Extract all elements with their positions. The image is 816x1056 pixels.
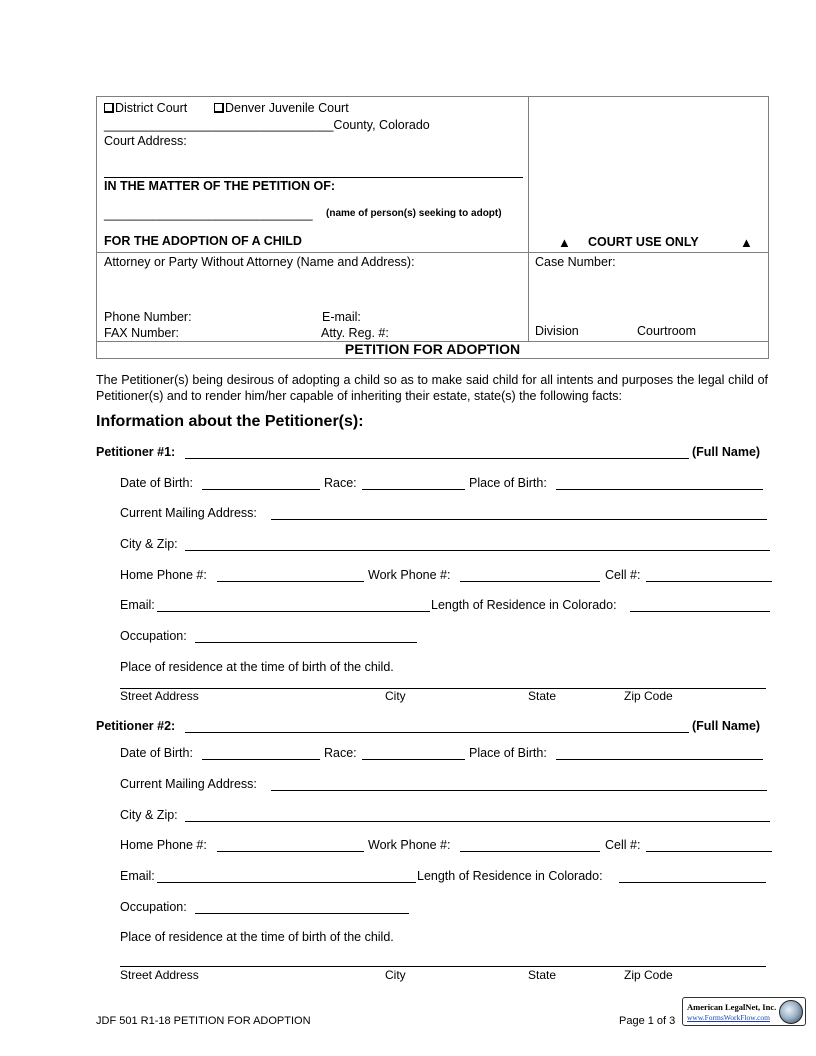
- full-name-hint: (Full Name): [692, 445, 761, 459]
- court-use-only-label: COURT USE ONLY: [588, 235, 699, 249]
- residence-length-field[interactable]: [619, 882, 766, 883]
- zip-label: Zip Code: [624, 689, 673, 703]
- cell-field[interactable]: [646, 851, 772, 852]
- city-zip-field[interactable]: [185, 821, 770, 822]
- triangle-up-icon: ▲: [740, 235, 753, 250]
- petitioner-label: Petitioner #1:: [96, 445, 176, 459]
- full-name-field[interactable]: [185, 732, 689, 733]
- city-zip-label: City & Zip:: [120, 537, 178, 551]
- place-of-birth-field[interactable]: [556, 489, 763, 490]
- section-heading: Information about the Petitioner(s):: [96, 413, 364, 430]
- city-label: City: [385, 968, 406, 982]
- home-phone-label: Home Phone #:: [120, 568, 207, 582]
- email-label: Email:: [120, 598, 155, 612]
- full-name-hint: (Full Name): [692, 719, 761, 733]
- state-label: State: [528, 968, 557, 982]
- zip-label: Zip Code: [624, 968, 673, 982]
- dob-field[interactable]: [202, 759, 320, 760]
- race-field[interactable]: [362, 759, 465, 760]
- email-field[interactable]: [157, 882, 416, 883]
- place-of-birth-field[interactable]: [556, 759, 763, 760]
- dob-field[interactable]: [202, 489, 320, 490]
- adoption-heading: FOR THE ADOPTION OF A CHILD: [104, 234, 302, 248]
- name-hint: (name of person(s) seeking to adopt): [326, 208, 502, 219]
- atty-reg-label: Atty. Reg. #:: [321, 326, 389, 340]
- matter-heading: IN THE MATTER OF THE PETITION OF:: [104, 179, 336, 193]
- cell-label: Cell #:: [605, 838, 641, 852]
- work-phone-label: Work Phone #:: [368, 838, 451, 852]
- intro-paragraph: The Petitioner(s) being desirous of adopting a child so as to make said child for all intents and purposes the legal child of Petitioner(s) and to render him/her capable of inheriting their estate, state(s) the following facts:: [96, 373, 768, 403]
- city-zip-label: City & Zip:: [120, 808, 178, 822]
- page-number: Page 1 of 3: [619, 1015, 676, 1027]
- division-label: Division: [535, 324, 579, 338]
- petitioner-name-field[interactable]: ______________________________: [104, 207, 313, 221]
- home-phone-field[interactable]: [217, 581, 364, 582]
- email-field[interactable]: [157, 611, 430, 612]
- fax-label: FAX Number:: [104, 326, 180, 340]
- place-of-birth-label: Place of Birth:: [469, 746, 547, 760]
- dob-label: Date of Birth:: [120, 746, 193, 760]
- document-title: PETITION FOR ADOPTION: [344, 341, 521, 357]
- logo-url[interactable]: www.FormsWorkFlow.com: [687, 1013, 771, 1022]
- residence-at-birth-label: Place of residence at the time of birth of the child.: [120, 930, 394, 944]
- occupation-label: Occupation:: [120, 629, 187, 643]
- case-number-label: Case Number:: [535, 255, 616, 269]
- courtroom-label: Courtroom: [637, 324, 697, 338]
- street-label: Street Address: [120, 689, 199, 703]
- attorney-label: Attorney or Party Without Attorney (Name and Address):: [104, 255, 415, 269]
- checkbox-icon: [104, 103, 114, 113]
- residence-length-label: Length of Residence in Colorado:: [417, 869, 603, 883]
- dob-label: Date of Birth:: [120, 476, 193, 490]
- email-label: Email:: [120, 869, 155, 883]
- publisher-logo[interactable]: [682, 997, 806, 1026]
- mailing-field[interactable]: [271, 790, 767, 791]
- county-field[interactable]: _________________________________County, Colorado: [104, 118, 430, 132]
- court-address-label: Court Address:: [104, 134, 187, 148]
- mailing-label: Current Mailing Address:: [120, 506, 257, 520]
- denver-juvenile-court-checkbox[interactable]: Denver Juvenile Court: [214, 102, 349, 115]
- district-court-checkbox[interactable]: District Court: [104, 102, 187, 115]
- occupation-field[interactable]: [195, 913, 409, 914]
- email-label: E-mail:: [322, 310, 361, 324]
- residence-at-birth-label: Place of residence at the time of birth of the child.: [120, 660, 394, 674]
- logo-name: American LegalNet, Inc.: [687, 1002, 777, 1012]
- state-label: State: [528, 689, 557, 703]
- work-phone-field[interactable]: [460, 581, 600, 582]
- triangle-up-icon: ▲: [558, 235, 571, 250]
- full-name-field[interactable]: [185, 458, 689, 459]
- work-phone-label: Work Phone #:: [368, 568, 451, 582]
- cell-field[interactable]: [646, 581, 772, 582]
- work-phone-field[interactable]: [460, 851, 600, 852]
- city-zip-field[interactable]: [185, 550, 770, 551]
- street-label: Street Address: [120, 968, 199, 982]
- occupation-field[interactable]: [195, 642, 417, 643]
- phone-label: Phone Number:: [104, 310, 192, 324]
- residence-length-field[interactable]: [630, 611, 770, 612]
- mailing-label: Current Mailing Address:: [120, 777, 257, 791]
- home-phone-field[interactable]: [217, 851, 364, 852]
- globe-icon: [779, 1000, 803, 1024]
- checkbox-icon: [214, 103, 224, 113]
- city-label: City: [385, 689, 406, 703]
- petitioner-label: Petitioner #2:: [96, 719, 176, 733]
- residence-length-label: Length of Residence in Colorado:: [431, 598, 617, 612]
- cell-label: Cell #:: [605, 568, 641, 582]
- residence-at-birth-field[interactable]: [120, 966, 766, 967]
- race-label: Race:: [324, 476, 357, 490]
- race-label: Race:: [324, 746, 357, 760]
- occupation-label: Occupation:: [120, 900, 187, 914]
- place-of-birth-label: Place of Birth:: [469, 476, 547, 490]
- mailing-field[interactable]: [271, 519, 767, 520]
- race-field[interactable]: [362, 489, 465, 490]
- home-phone-label: Home Phone #:: [120, 838, 207, 852]
- form-id: JDF 501 R1-18 PETITION FOR ADOPTION: [96, 1015, 311, 1027]
